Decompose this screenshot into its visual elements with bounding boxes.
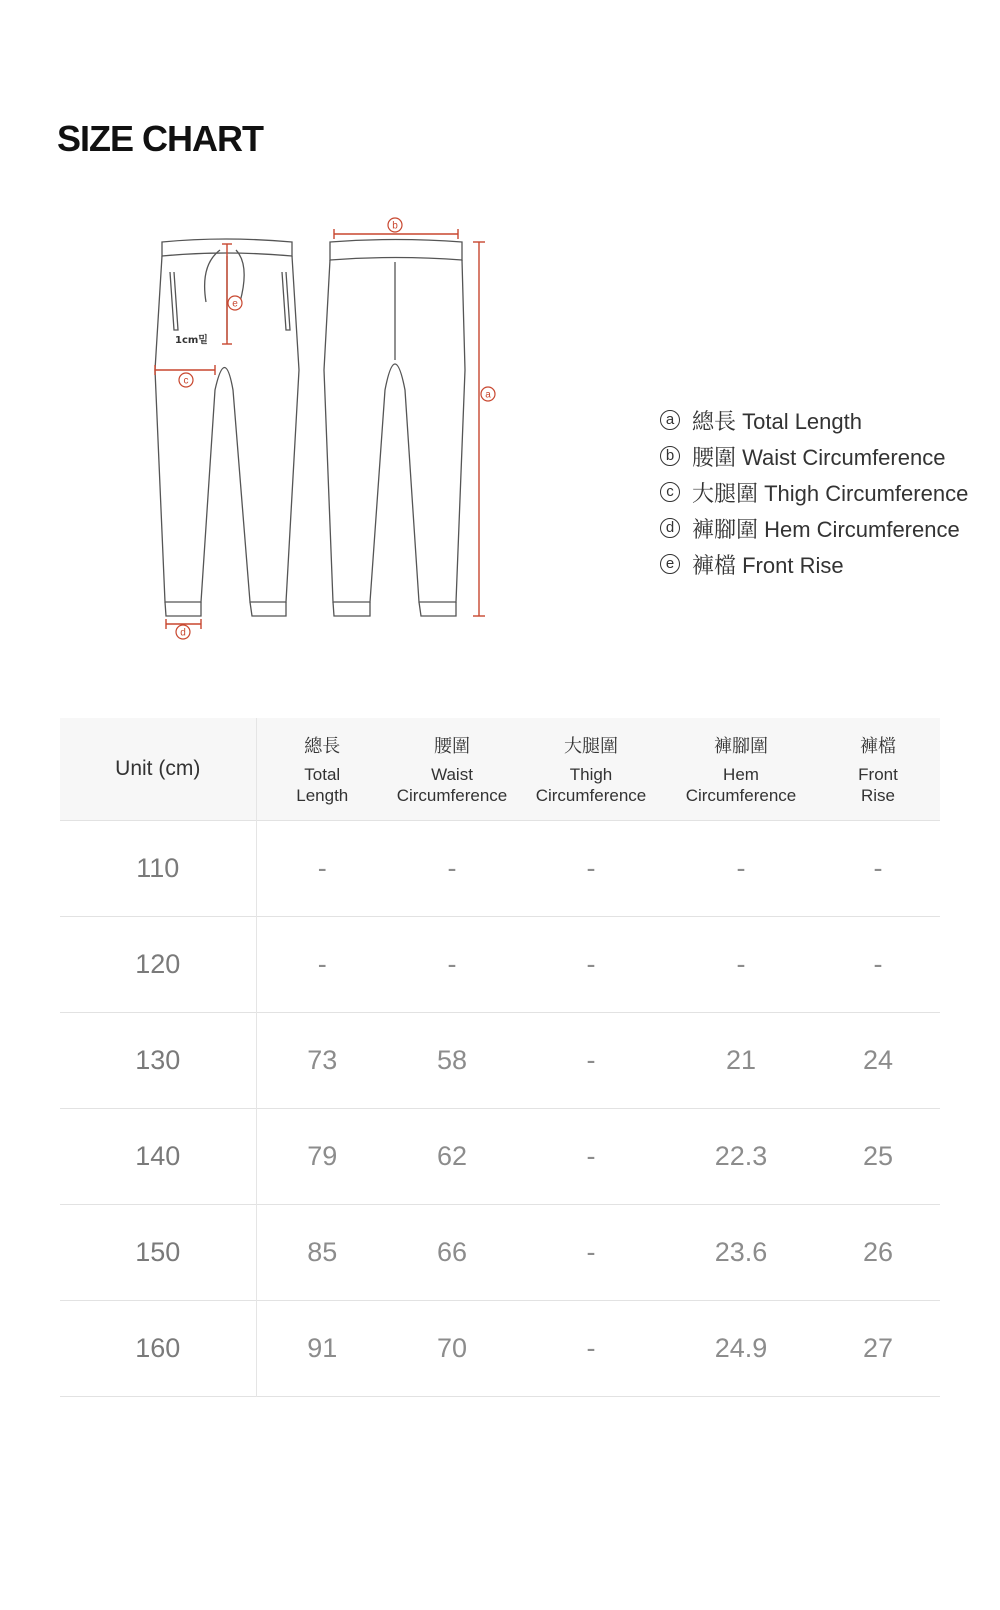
legend-item-waist: [660, 438, 968, 474]
column-header-front-rise: 褲檔 Front Rise: [858, 735, 898, 805]
table-row: [60, 1012, 940, 1108]
marker-a: [481, 387, 495, 401]
value-cell: -: [317, 852, 327, 883]
value-cell: -: [447, 852, 457, 883]
legend-label: 褲檔 Front Rise: [692, 552, 844, 578]
column-header-waist: 腰圍 Waist Circumference: [396, 735, 508, 805]
size-cell: 160: [60, 1300, 256, 1396]
size-cell: 150: [60, 1204, 256, 1300]
column-header-thigh: 大腿圍 Thigh Circumference: [535, 735, 647, 805]
marker-a-icon: a: [660, 410, 680, 430]
value-cell: 62: [436, 1140, 468, 1171]
size-cell: 110: [60, 820, 256, 916]
legend-label: 總長 Total Length: [692, 408, 862, 434]
marker-c-icon: c: [660, 482, 680, 502]
svg-text:b: b: [392, 220, 398, 232]
legend-label: 腰圍 Waist Circumference: [692, 444, 946, 470]
size-table: [60, 718, 940, 1397]
legend-label: 褲腳圍 Hem Circumference: [692, 516, 960, 542]
value-cell: 21: [725, 1044, 757, 1075]
table-row: [60, 1108, 940, 1204]
svg-text:a: a: [485, 389, 491, 401]
value-cell: 79: [307, 1140, 338, 1171]
table-row: [60, 1204, 940, 1300]
unit-header: Unit (cm): [60, 718, 256, 820]
pants-diagram: [140, 210, 510, 650]
size-cell: 130: [60, 1012, 256, 1108]
value-cell: -: [317, 948, 327, 979]
value-cell: 25: [862, 1140, 894, 1171]
legend-item-total-length: [660, 402, 968, 438]
value-cell: 58: [436, 1044, 468, 1075]
measurement-legend: [660, 402, 968, 582]
marker-d: [176, 625, 190, 639]
marker-b: [388, 218, 402, 232]
value-cell: 23.6: [714, 1236, 768, 1267]
size-cell: 120: [60, 916, 256, 1012]
value-cell: -: [586, 1044, 596, 1075]
table-row: [60, 916, 940, 1012]
value-cell: 24.9: [714, 1332, 768, 1363]
value-cell: 26: [862, 1236, 894, 1267]
value-cell: -: [586, 852, 596, 883]
size-cell: 140: [60, 1108, 256, 1204]
marker-c: [179, 373, 193, 387]
value-cell: -: [586, 948, 596, 979]
table-row: [60, 1300, 940, 1396]
legend-item-front-rise: [660, 546, 968, 582]
value-cell: 27: [862, 1332, 894, 1363]
column-header-total-length: 總長 Total Length: [296, 735, 349, 805]
value-cell: -: [586, 1332, 596, 1363]
svg-text:e: e: [232, 298, 238, 310]
value-cell: -: [586, 1236, 596, 1267]
value-cell: 70: [436, 1332, 468, 1363]
value-cell: -: [736, 948, 746, 979]
legend-item-thigh: [660, 474, 968, 510]
marker-d-icon: d: [660, 518, 680, 538]
value-cell: -: [736, 852, 746, 883]
marker-e-icon: e: [660, 554, 680, 574]
legend-item-hem: [660, 510, 968, 546]
value-cell: 73: [307, 1044, 338, 1075]
size-table-wrapper: [60, 718, 940, 1397]
value-cell: 66: [436, 1236, 468, 1267]
table-row: [60, 820, 940, 916]
value-cell: -: [447, 948, 457, 979]
value-cell: 91: [307, 1332, 338, 1363]
marker-b-icon: b: [660, 446, 680, 466]
value-cell: 85: [307, 1236, 338, 1267]
value-cell: -: [873, 852, 883, 883]
svg-text:c: c: [183, 375, 189, 387]
back-view: [324, 240, 465, 617]
value-cell: -: [586, 1140, 596, 1171]
value-cell: -: [873, 948, 883, 979]
svg-text:d: d: [180, 627, 186, 639]
column-header-hem: 褲腳圍 Hem Circumference: [685, 735, 797, 805]
legend-label: 大腿圍 Thigh Circumference: [692, 480, 969, 506]
value-cell: 24: [862, 1044, 894, 1075]
table-header-row: [60, 718, 940, 820]
marker-e: [228, 296, 242, 310]
value-cell: 22.3: [714, 1140, 768, 1171]
page-title: SIZE CHART: [57, 118, 263, 159]
rise-note: 1cm밑: [175, 335, 208, 346]
